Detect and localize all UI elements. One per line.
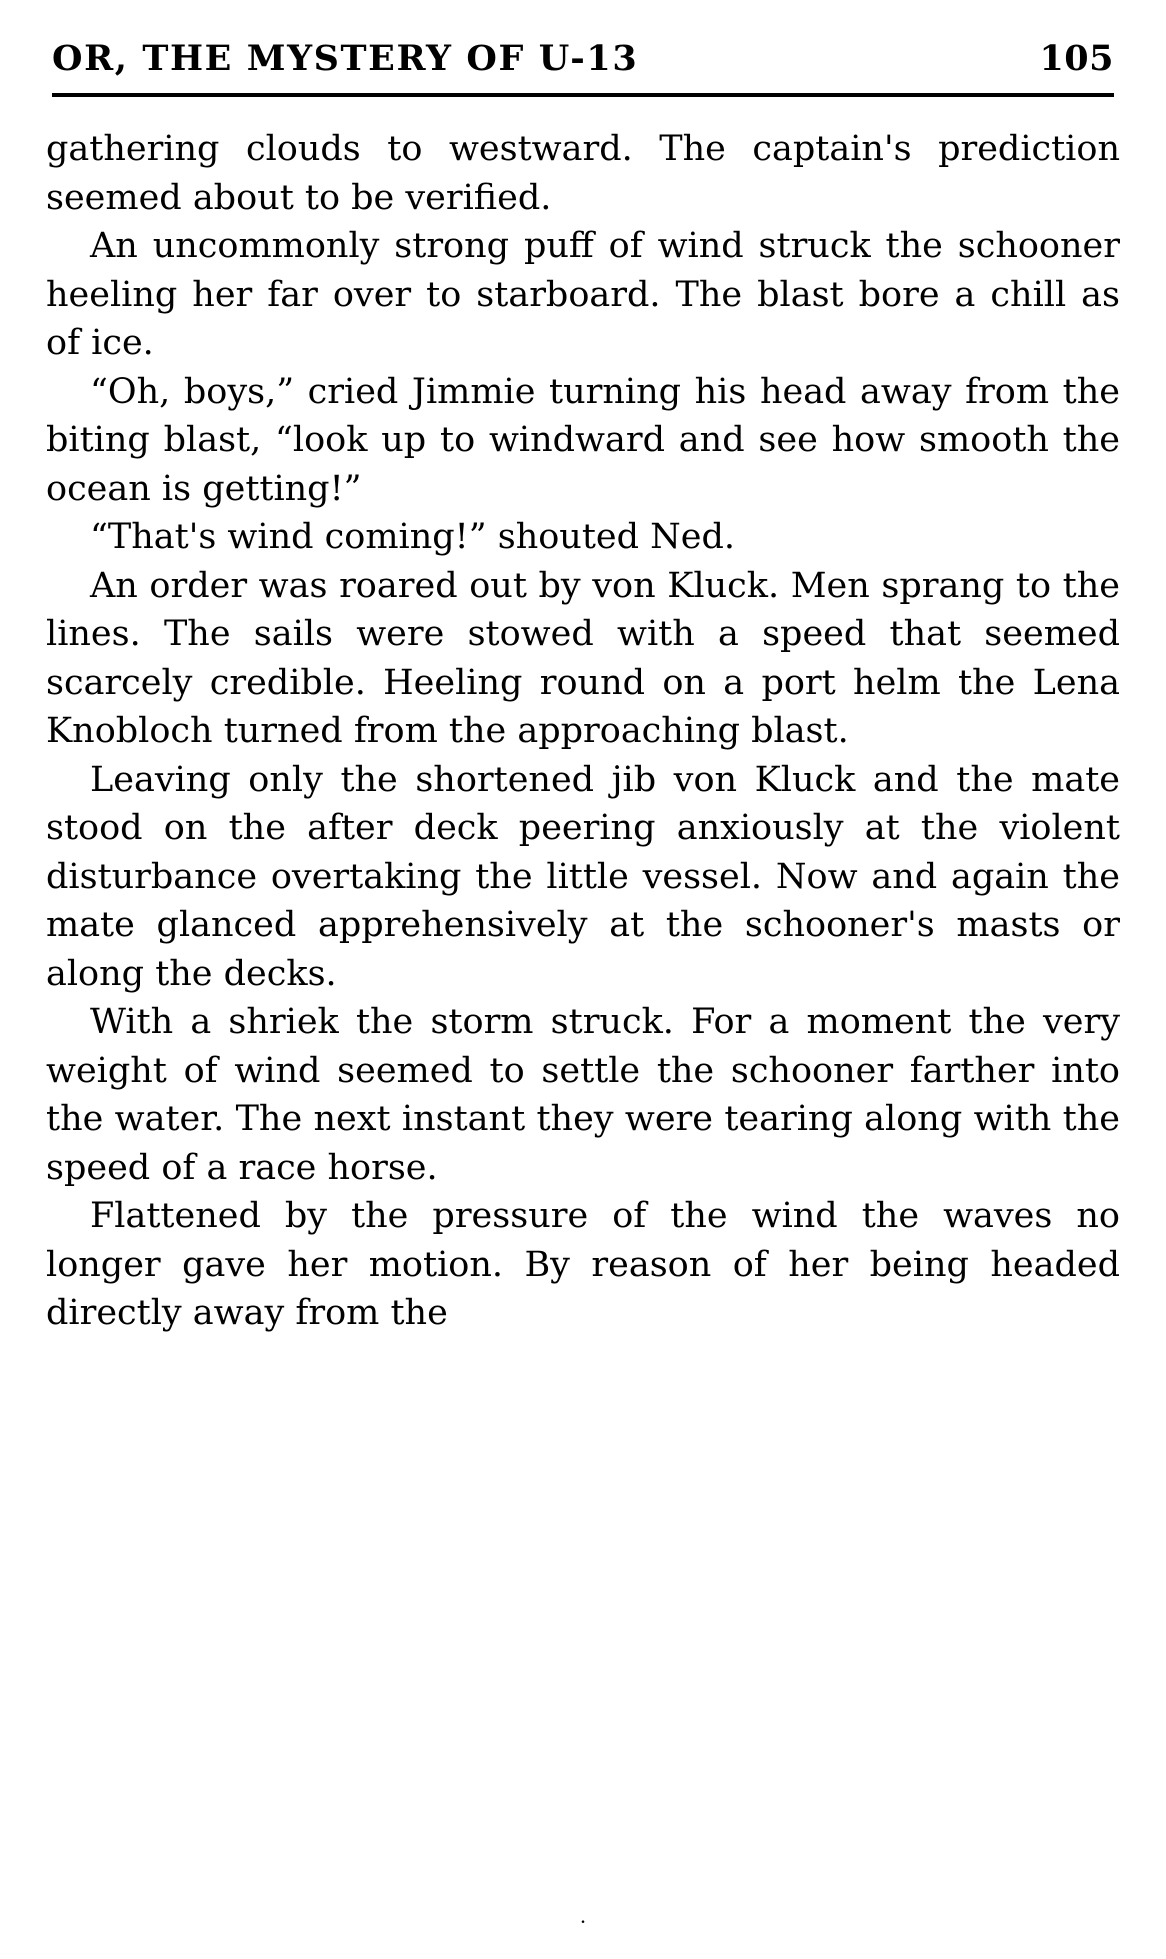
footer-mark: . <box>580 1903 586 1928</box>
page-header <box>52 38 1114 97</box>
paragraph: “That's wind coming!” shouted Ned. <box>90 517 736 557</box>
book-page <box>0 38 1166 1959</box>
page-body <box>46 125 1120 1338</box>
paragraph: Flattened by the pressure of the wind the waves no longer gave her motion. By reason of her being headed directly away from the <box>46 1196 1120 1333</box>
paragraph: An uncommonly strong puff of wind struck the schooner heeling her far over to starboard. The blast bore a chill as of ice. <box>46 226 1120 363</box>
paragraph: “Oh, boys,” cried Jimmie turning his head away from the biting blast, “look up to windward and see how smooth the ocean is getting!” <box>46 371 1120 509</box>
running-head: OR, THE MYSTERY OF U-13 <box>52 38 639 79</box>
paragraph: With a shriek the storm struck. For a moment the very weight of wind seemed to settle the schooner farther into the water. The next instant they were tearing along with the speed of a race horse. <box>46 1002 1120 1188</box>
page-number: 105 <box>1039 38 1114 79</box>
paragraph: An order was roared out by von Kluck. Men sprang to the lines. The sails were stowed with a speed that seemed scarcely credible. Heeling round on a port helm the Lena Knobloch turned from the approaching blast. <box>46 565 1120 751</box>
paragraph: gathering clouds to westward. The captain's prediction seemed about to be verified. <box>46 129 1120 218</box>
paragraph: Leaving only the shortened jib von Kluck and the mate stood on the after deck peering anxiously at the violent disturbance overtaking the little vessel. Now and again the mate glanced apprehensively at the schooner's masts or along the decks. <box>46 759 1120 994</box>
